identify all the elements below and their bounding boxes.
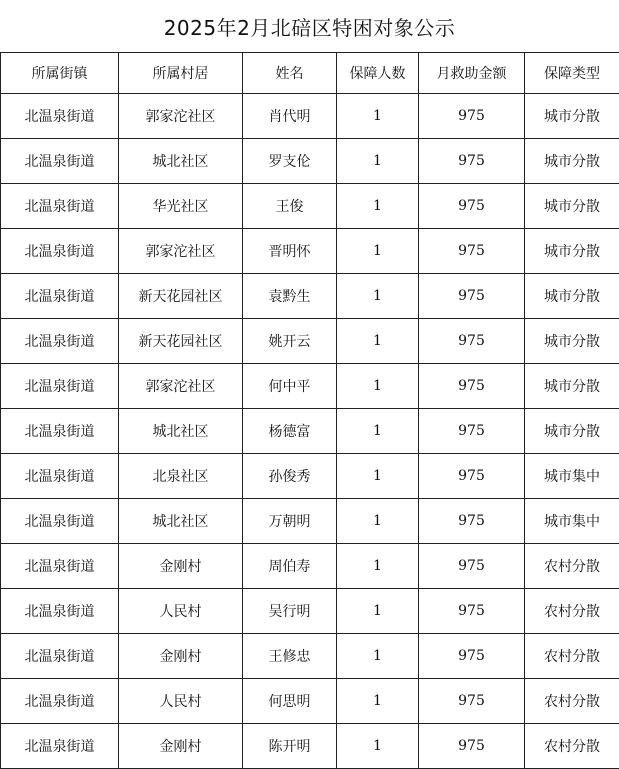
cell-community: 北泉社区 xyxy=(119,454,243,499)
cell-name: 晋明怀 xyxy=(243,229,337,274)
cell-community: 城北社区 xyxy=(119,499,243,544)
cell-name: 万朝明 xyxy=(243,499,337,544)
cell-name: 何思明 xyxy=(243,679,337,724)
cell-name: 王修忠 xyxy=(243,634,337,679)
cell-name: 周伯寿 xyxy=(243,544,337,589)
table-row xyxy=(1,544,619,589)
cell-support-type: 城市分散 xyxy=(525,274,619,319)
cell-support-type: 城市分散 xyxy=(525,319,619,364)
cell-support-type: 农村分散 xyxy=(525,679,619,724)
cell-name: 王俊 xyxy=(243,184,337,229)
table-row xyxy=(1,724,619,769)
table-row xyxy=(1,229,619,274)
cell-people-count: 1 xyxy=(337,274,419,319)
cell-community: 城北社区 xyxy=(119,409,243,454)
cell-people-count: 1 xyxy=(337,229,419,274)
cell-people-count: 1 xyxy=(337,499,419,544)
table-row xyxy=(1,274,619,319)
cell-community: 金刚村 xyxy=(119,544,243,589)
cell-support-type: 城市分散 xyxy=(525,409,619,454)
cell-monthly-amount: 975 xyxy=(419,409,525,454)
header-support-type: 保障类型 xyxy=(525,53,619,94)
cell-monthly-amount: 975 xyxy=(419,589,525,634)
cell-people-count: 1 xyxy=(337,724,419,769)
cell-people-count: 1 xyxy=(337,544,419,589)
cell-people-count: 1 xyxy=(337,184,419,229)
table-row xyxy=(1,499,619,544)
cell-monthly-amount: 975 xyxy=(419,364,525,409)
cell-name: 杨德富 xyxy=(243,409,337,454)
cell-community: 人民村 xyxy=(119,589,243,634)
table-body xyxy=(1,94,619,769)
cell-street: 北温泉街道 xyxy=(1,724,119,769)
cell-support-type: 农村分散 xyxy=(525,544,619,589)
cell-people-count: 1 xyxy=(337,409,419,454)
cell-street: 北温泉街道 xyxy=(1,544,119,589)
cell-community: 新天花园社区 xyxy=(119,274,243,319)
cell-support-type: 城市分散 xyxy=(525,139,619,184)
cell-community: 人民村 xyxy=(119,679,243,724)
cell-community: 郭家沱社区 xyxy=(119,229,243,274)
cell-street: 北温泉街道 xyxy=(1,319,119,364)
cell-monthly-amount: 975 xyxy=(419,679,525,724)
cell-street: 北温泉街道 xyxy=(1,184,119,229)
cell-community: 新天花园社区 xyxy=(119,319,243,364)
table-row xyxy=(1,409,619,454)
recipients-table xyxy=(0,52,619,769)
cell-people-count: 1 xyxy=(337,364,419,409)
cell-support-type: 农村分散 xyxy=(525,589,619,634)
cell-people-count: 1 xyxy=(337,139,419,184)
cell-community: 金刚村 xyxy=(119,634,243,679)
cell-people-count: 1 xyxy=(337,634,419,679)
header-name: 姓名 xyxy=(243,53,337,94)
cell-community: 郭家沱社区 xyxy=(119,364,243,409)
cell-support-type: 城市分散 xyxy=(525,229,619,274)
table-row xyxy=(1,184,619,229)
cell-support-type: 城市集中 xyxy=(525,499,619,544)
header-community: 所属村居 xyxy=(119,53,243,94)
cell-street: 北温泉街道 xyxy=(1,364,119,409)
cell-monthly-amount: 975 xyxy=(419,634,525,679)
cell-community: 金刚村 xyxy=(119,724,243,769)
cell-name: 罗支伦 xyxy=(243,139,337,184)
cell-street: 北温泉街道 xyxy=(1,94,119,139)
cell-monthly-amount: 975 xyxy=(419,544,525,589)
cell-monthly-amount: 975 xyxy=(419,724,525,769)
header-monthly-amount: 月救助金额 xyxy=(419,53,525,94)
cell-name: 陈开明 xyxy=(243,724,337,769)
cell-street: 北温泉街道 xyxy=(1,229,119,274)
cell-community: 华光社区 xyxy=(119,184,243,229)
page-title: 2025年2月北碚区特困对象公示 xyxy=(0,0,619,52)
cell-street: 北温泉街道 xyxy=(1,454,119,499)
header-people-count: 保障人数 xyxy=(337,53,419,94)
cell-people-count: 1 xyxy=(337,679,419,724)
cell-name: 姚开云 xyxy=(243,319,337,364)
table-row xyxy=(1,634,619,679)
cell-street: 北温泉街道 xyxy=(1,499,119,544)
cell-street: 北温泉街道 xyxy=(1,409,119,454)
cell-monthly-amount: 975 xyxy=(419,94,525,139)
cell-monthly-amount: 975 xyxy=(419,229,525,274)
table-row xyxy=(1,364,619,409)
table-row xyxy=(1,319,619,364)
cell-monthly-amount: 975 xyxy=(419,184,525,229)
table-row xyxy=(1,139,619,184)
table-row xyxy=(1,454,619,499)
table-header-row xyxy=(1,53,619,94)
cell-name: 吴行明 xyxy=(243,589,337,634)
cell-monthly-amount: 975 xyxy=(419,499,525,544)
cell-street: 北温泉街道 xyxy=(1,274,119,319)
cell-name: 何中平 xyxy=(243,364,337,409)
table-row xyxy=(1,679,619,724)
cell-monthly-amount: 975 xyxy=(419,274,525,319)
cell-name: 袁黔生 xyxy=(243,274,337,319)
cell-support-type: 城市分散 xyxy=(525,184,619,229)
table-row xyxy=(1,94,619,139)
cell-monthly-amount: 975 xyxy=(419,319,525,364)
table-row xyxy=(1,589,619,634)
cell-support-type: 农村分散 xyxy=(525,634,619,679)
cell-community: 郭家沱社区 xyxy=(119,94,243,139)
cell-people-count: 1 xyxy=(337,319,419,364)
cell-people-count: 1 xyxy=(337,589,419,634)
header-street: 所属街镇 xyxy=(1,53,119,94)
cell-name: 孙俊秀 xyxy=(243,454,337,499)
cell-community: 城北社区 xyxy=(119,139,243,184)
cell-monthly-amount: 975 xyxy=(419,454,525,499)
cell-street: 北温泉街道 xyxy=(1,679,119,724)
cell-people-count: 1 xyxy=(337,454,419,499)
cell-street: 北温泉街道 xyxy=(1,589,119,634)
cell-support-type: 城市分散 xyxy=(525,364,619,409)
cell-name: 肖代明 xyxy=(243,94,337,139)
cell-street: 北温泉街道 xyxy=(1,139,119,184)
cell-people-count: 1 xyxy=(337,94,419,139)
cell-support-type: 城市集中 xyxy=(525,454,619,499)
cell-support-type: 城市分散 xyxy=(525,94,619,139)
cell-street: 北温泉街道 xyxy=(1,634,119,679)
cell-support-type: 农村分散 xyxy=(525,724,619,769)
cell-monthly-amount: 975 xyxy=(419,139,525,184)
